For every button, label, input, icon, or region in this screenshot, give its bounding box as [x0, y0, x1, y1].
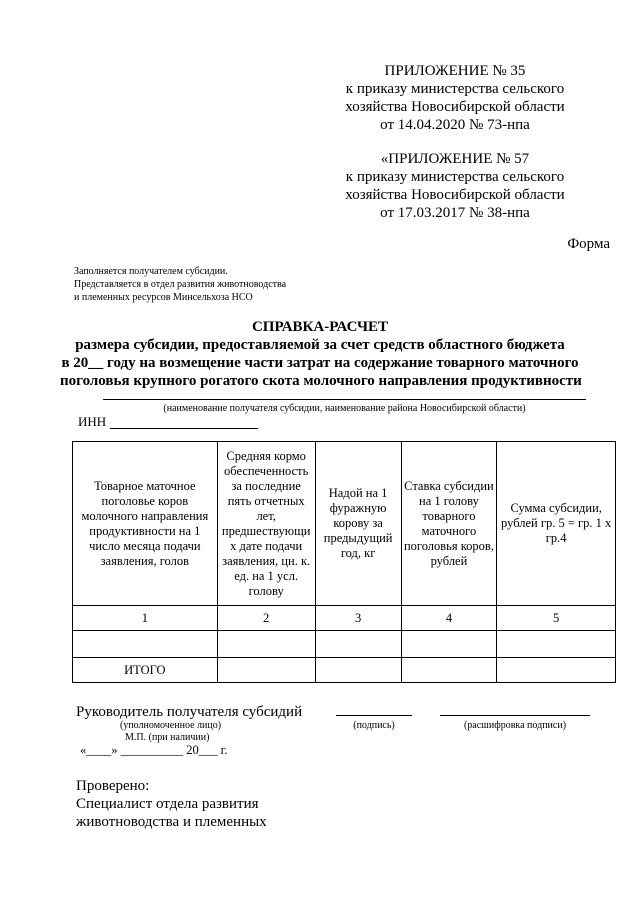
note-line-3: и племенных ресурсов Минсельхоза НСО [74, 292, 253, 303]
verified-label: Проверено: [76, 778, 150, 794]
annex-57-block [300, 150, 610, 222]
document-title: СПРАВКА-РАСЧЕТ [251, 319, 389, 335]
annex-57-date: от 17.03.2017 № 38-нпа [380, 205, 530, 221]
title-line-2: размера субсидии, предоставляемой за счет средств областного бюджета [75, 337, 565, 353]
recipient-name-line[interactable] [103, 399, 586, 400]
signature-caption: (подпись) [353, 720, 395, 731]
annex-35-date: от 14.04.2020 № 73-нпа [380, 117, 530, 133]
document-title-block [60, 318, 580, 390]
table-cell[interactable] [401, 631, 497, 658]
annex-57-line2: к приказу министерства сельского [345, 169, 565, 185]
header-col-3: Надой на 1 фуражную корову за предыдущий год, кг [315, 442, 401, 606]
total-label: ИТОГО [73, 658, 218, 683]
table-cell[interactable] [217, 631, 315, 658]
authorized-caption: (уполномоченное лицо) [120, 720, 222, 731]
col-number-4: 4 [401, 606, 497, 631]
title-line-4: поголовья крупного рогатого скота молочного направления продуктивности [60, 373, 582, 389]
table-cell[interactable] [315, 631, 401, 658]
head-label: Руководитель получателя субсидий [76, 704, 303, 720]
annex-35-block [300, 62, 610, 134]
recipient-caption: (наименование получателя субсидии, наименование района Новосибирской области) [163, 403, 526, 414]
inn-field-line[interactable] [110, 428, 258, 429]
note-line-1: Заполняется получателем субсидии. [74, 266, 228, 277]
signature-decoding-line[interactable] [440, 715, 590, 716]
subsidy-table [72, 441, 616, 683]
table-row [73, 631, 616, 658]
table-total-row [73, 658, 616, 683]
header-col-1: Товарное маточное поголовье коров молочного направления продуктивности на 1 число месяца подачи заявления, голов [73, 442, 218, 606]
table-cell[interactable] [401, 658, 497, 683]
decoding-caption: (расшифровка подписи) [463, 720, 567, 731]
seal-caption: М.П. (при наличии) [125, 732, 210, 743]
header-col-2: Средняя кормо обеспеченность за последние пять отчетных лет, предшествующи х дате подачи заявления, цн. к. ед. на 1 усл. голову [217, 442, 315, 606]
note-line-2: Представляется в отдел развития животноводства [74, 279, 287, 290]
notes-block [74, 265, 286, 304]
title-line-3: в 20__ году на возмещение части затрат на содержание товарного маточного [61, 355, 579, 371]
header-col-4: Ставка субсидии на 1 голову товарного маточного поголовья коров, рублей [401, 442, 497, 606]
col-number-2: 2 [217, 606, 315, 631]
signature-line[interactable] [336, 715, 412, 716]
form-label: Форма [567, 236, 610, 252]
table-header-row [73, 442, 616, 606]
header-col-5: Сумма субсидии, рублей гр. 5 = гр. 1 х гр.4 [497, 442, 616, 606]
annex-57-line3: хозяйства Новосибирской области [345, 187, 565, 203]
annex-35-title: ПРИЛОЖЕНИЕ № 35 [384, 63, 526, 79]
inn-label: ИНН [78, 414, 107, 429]
annex-35-line2: к приказу министерства сельского [345, 81, 565, 97]
col-number-1: 1 [73, 606, 218, 631]
table-number-row [73, 606, 616, 631]
annex-57-title: «ПРИЛОЖЕНИЕ № 57 [380, 151, 530, 167]
date-line[interactable]: «____» __________ 20___ г. [80, 743, 228, 757]
table-cell[interactable] [73, 631, 218, 658]
table-cell[interactable] [217, 658, 315, 683]
verified-line-2: Специалист отдела развития [76, 796, 259, 812]
col-number-5: 5 [497, 606, 616, 631]
table-cell[interactable] [497, 658, 616, 683]
verified-line-3: животноводства и племенных [76, 814, 267, 830]
col-number-3: 3 [315, 606, 401, 631]
table-cell[interactable] [315, 658, 401, 683]
table-cell[interactable] [497, 631, 616, 658]
annex-35-line3: хозяйства Новосибирской области [345, 99, 565, 115]
